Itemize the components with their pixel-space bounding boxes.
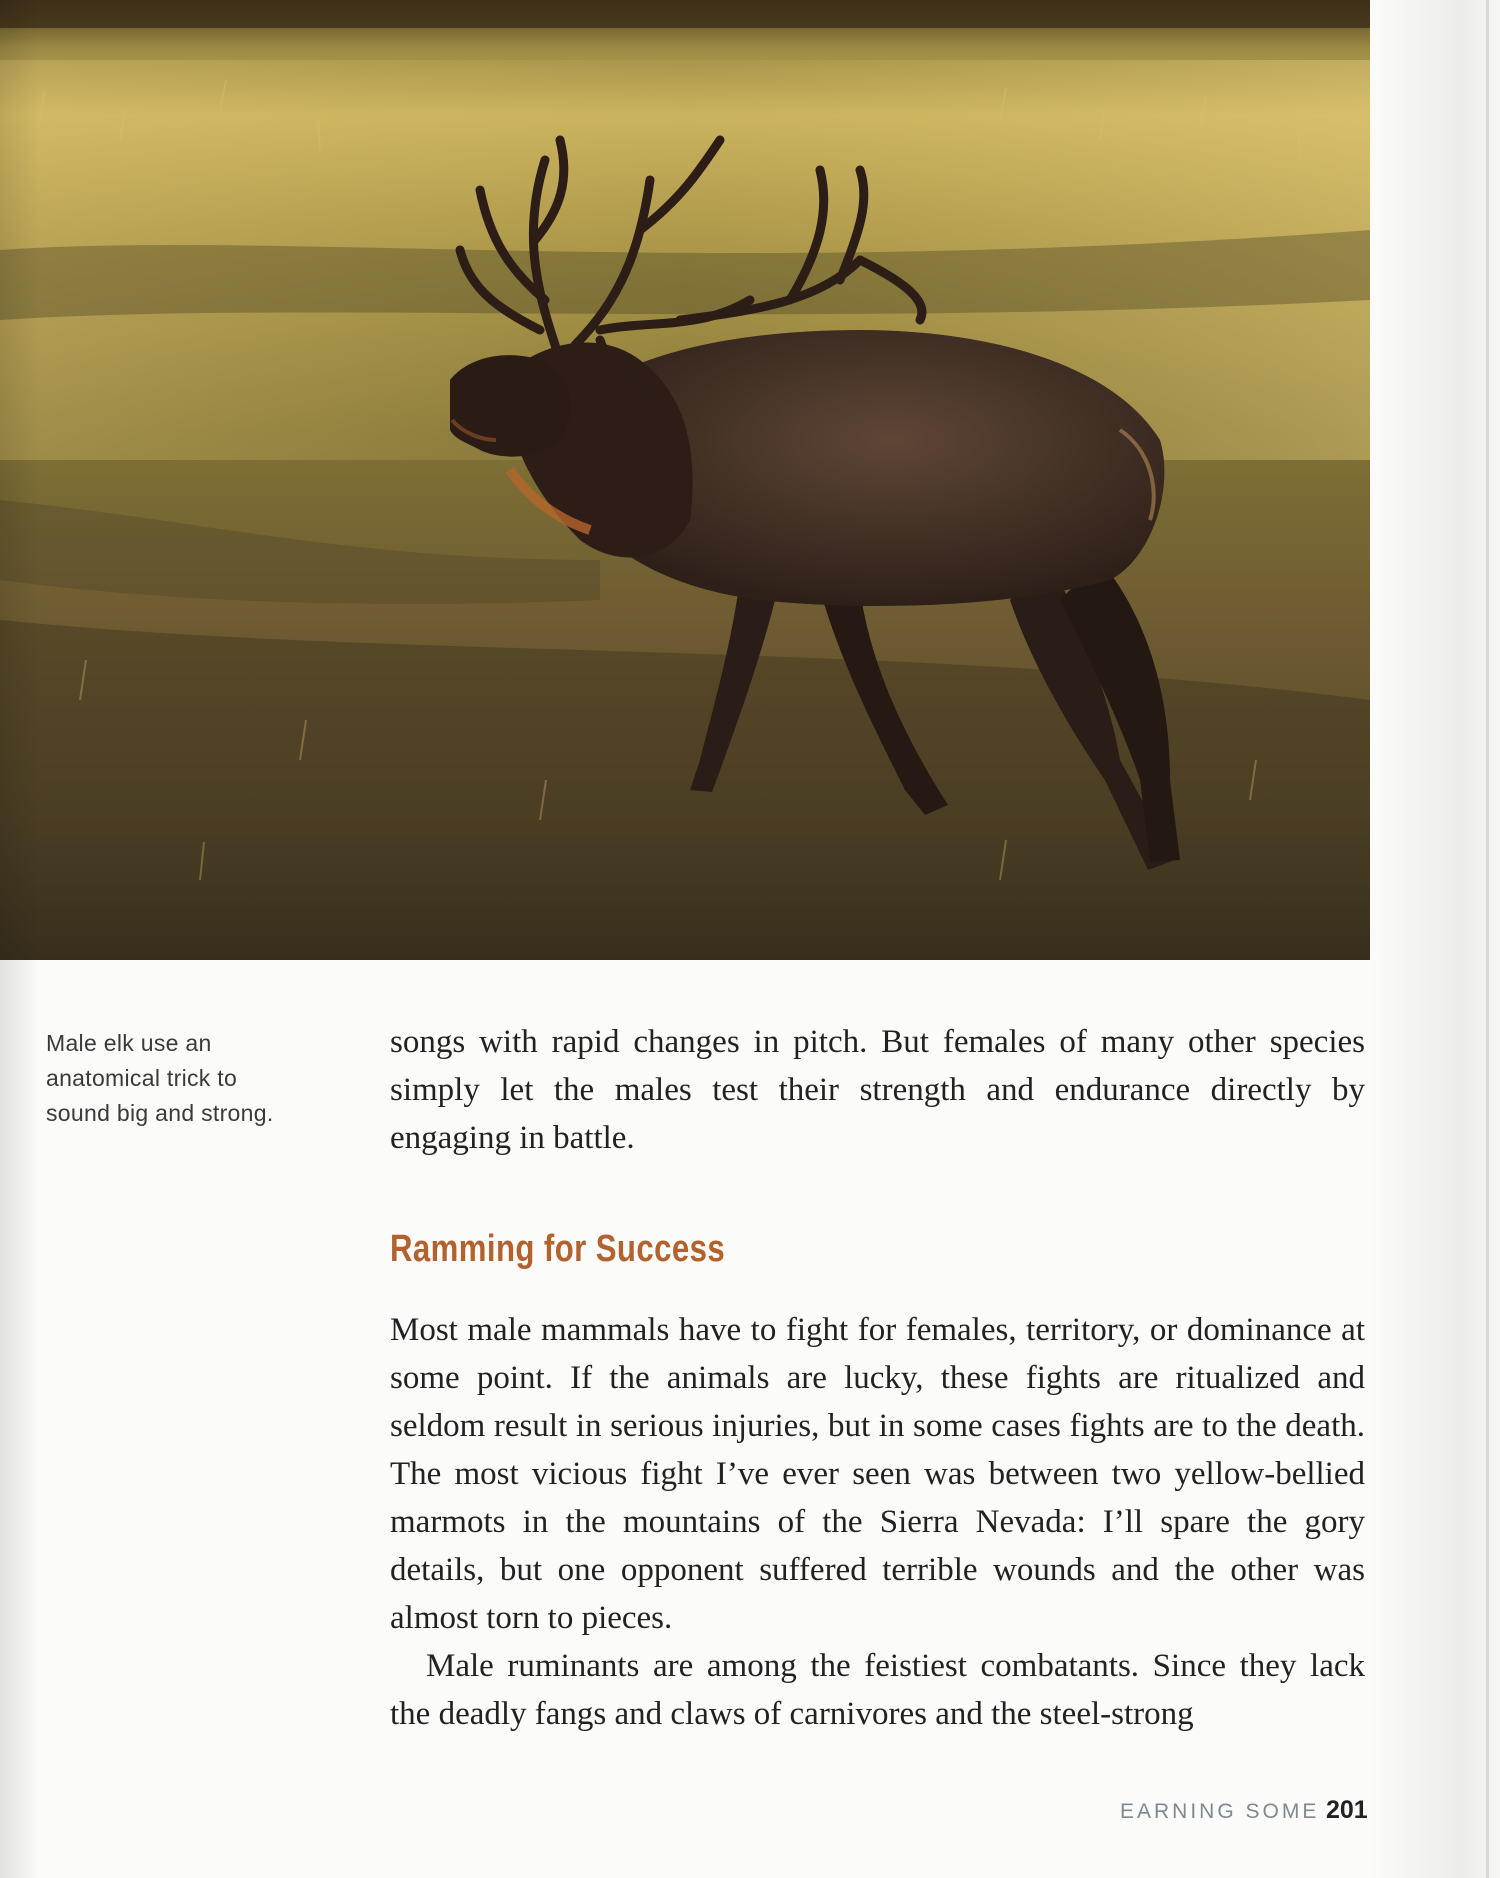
section-heading: Ramming for Success: [390, 1228, 726, 1270]
paragraph-2: Most male mammals have to fight for females, territory, or dominance at some point. If the animals are lucky, these fights are ritualized and seldom result in serious injuries, but in some cases fights are to the death. The most vicious fight I’ve ever seen was between two yellow-bellied marmots in the mountains of the Sierra Nevada: I’ll spare the gory details, but one opponent suffered terrible wounds and the other was almost torn to pieces.: [390, 1312, 1365, 1636]
paragraph-3: Male ruminants are among the feistiest combatants. Since they lack the deadly fangs and claws of carnivores and the steel-strong: [390, 1648, 1365, 1732]
running-head: EARNING SOME: [1120, 1800, 1320, 1823]
page-edge-shadow: [1370, 0, 1500, 1878]
photo-caption: Male elk use an anatomical trick to sound big and strong.: [46, 1030, 274, 1126]
paragraph-1: songs with rapid changes in pitch. But females of many other species simply let the males test their strength and endurance directly by engaging in battle.: [390, 1024, 1365, 1156]
elk-photo: [0, 0, 1370, 960]
page-edge-line: [1486, 0, 1489, 1878]
section-body: [390, 1306, 1365, 1738]
page-number: 201: [1326, 1796, 1368, 1824]
page-gutter-shadow: [0, 0, 40, 1878]
